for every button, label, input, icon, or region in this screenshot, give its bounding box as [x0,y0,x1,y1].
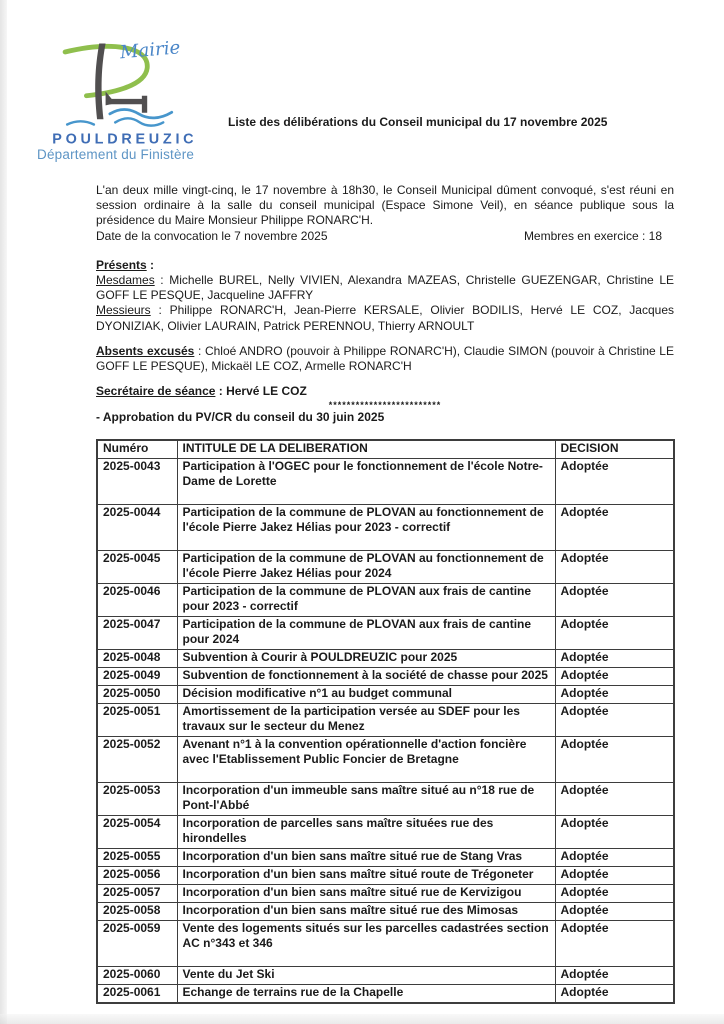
row-numero: 2025-0057 [97,884,177,902]
row-decision: Adoptée [555,966,674,984]
row-numero: 2025-0044 [97,504,177,550]
row-decision: Adoptée [555,902,674,920]
row-decision: Adoptée [555,848,674,866]
row-numero: 2025-0061 [97,984,177,1003]
asterisk-separator: ************************* [328,400,442,411]
row-numero: 2025-0056 [97,866,177,884]
mairie-logo [48,38,208,151]
convocation-row [96,229,674,244]
row-numero: 2025-0055 [97,848,177,866]
presents-heading: Présents : [96,257,155,272]
departement-label: Département du Finistère [37,147,195,162]
table-row [97,848,674,866]
table-row [97,902,674,920]
table-row [97,984,674,1003]
page-title: Liste des délibérations du Conseil municipal du 17 novembre 2025 [228,115,608,129]
row-intitule: Incorporation d'un bien sans maître situé route de Trégoneter [177,866,555,884]
row-decision: Adoptée [555,782,674,815]
scan-artifact-bottom-edge [0,1014,724,1024]
row-numero: 2025-0049 [97,667,177,685]
row-numero: 2025-0046 [97,583,177,616]
table-row [97,736,674,782]
row-numero: 2025-0052 [97,736,177,782]
table-row [97,782,674,815]
row-intitule: Participation de la commune de PLOVAN aux frais de cantine pour 2023 - correctif [177,583,555,616]
header-intitule: INTITULE DE LA DELIBERATION [177,440,555,459]
row-intitule: Echange de terrains rue de la Chapelle [177,984,555,1003]
row-intitule: Incorporation d'un bien sans maître situé rue de Kervizigou [177,884,555,902]
table-row [97,649,674,667]
row-decision: Adoptée [555,550,674,583]
row-numero: 2025-0059 [97,920,177,966]
row-intitule: Subvention à Courir à POULDREUZIC pour 2025 [177,649,555,667]
row-numero: 2025-0048 [97,649,177,667]
row-intitule: Amortissement de la participation versée au SDEF pour les travaux sur le secteur du Menez [177,703,555,736]
table-row [97,583,674,616]
table-header-row [97,440,674,459]
row-decision: Adoptée [555,504,674,550]
row-numero: 2025-0060 [97,966,177,984]
intro-paragraph: L'an deux mille vingt-cinq, le 17 novembre à 18h30, le Conseil Municipal dûment convoqué, s'est réuni en session ordinaire à la salle du conseil municipal (Espace Simone Veil), en séance publique sous la présidence du Maire Monsieur Philippe RONARC'H. [96,183,674,228]
header-decision: DECISION [555,440,674,459]
row-decision: Adoptée [555,458,674,504]
table-row [97,815,674,848]
logo-wave-left [67,121,94,124]
secretaire-line: Secrétaire de séance : Hervé LE COZ [96,384,307,399]
row-numero: 2025-0053 [97,782,177,815]
deliberations-table [96,439,675,1004]
row-decision: Adoptée [555,736,674,782]
table-row [97,685,674,703]
table-row [97,866,674,884]
row-numero: 2025-0051 [97,703,177,736]
row-intitule: Incorporation d'un bien sans maître situé rue des Mimosas [177,902,555,920]
row-decision: Adoptée [555,866,674,884]
table-row [97,703,674,736]
row-intitule: Participation à l'OGEC pour le fonctionnement de l'école Notre-Dame de Lorette [177,458,555,504]
scan-artifact-left-edge [0,0,7,1024]
table-row [97,920,674,966]
row-numero: 2025-0043 [97,458,177,504]
table-row [97,550,674,583]
row-decision: Adoptée [555,583,674,616]
table-row [97,667,674,685]
logo-dark-stem [95,43,105,119]
row-decision: Adoptée [555,984,674,1003]
row-intitule: Participation de la commune de PLOVAN au fonctionnement de l'école Pierre Jakez Hélias pour 2023 - correctif [177,504,555,550]
mesdames-line: Mesdames : Michelle BUREL, Nelly VIVIEN, Alexandra MAZEAS, Christelle GUEZENGAR, Christine LE GOFF LE PESQUE, Jacqueline JAFFRY [96,273,674,303]
row-numero: 2025-0045 [97,550,177,583]
table-row [97,884,674,902]
row-intitule: Incorporation d'un immeuble sans maître situé au n°18 rue de Pont-l'Abbé [177,782,555,815]
table-row [97,458,674,504]
row-numero: 2025-0058 [97,902,177,920]
row-intitule: Subvention de fonctionnement à la société de chasse pour 2025 [177,667,555,685]
logo-mairie-script: Mairie [119,38,182,64]
row-numero: 2025-0050 [97,685,177,703]
header-numero: Numéro [97,440,177,459]
mairie-logo-graphic [48,38,208,146]
table-row [97,504,674,550]
convocation-date: Date de la convocation le 7 novembre 2025 [96,228,328,243]
row-decision: Adoptée [555,884,674,902]
row-intitule: Vente du Jet Ski [177,966,555,984]
logo-wave-top [110,109,172,117]
deliberations-body [97,458,674,1003]
row-decision: Adoptée [555,815,674,848]
row-decision: Adoptée [555,685,674,703]
row-intitule: Incorporation d'un bien sans maître situé rue de Stang Vras [177,848,555,866]
approbation-line: - Approbation du PV/CR du conseil du 30 juin 2025 [96,410,385,425]
row-intitule: Participation de la commune de PLOVAN au fonctionnement de l'école Pierre Jakez Hélias pour 2024 [177,550,555,583]
row-decision: Adoptée [555,667,674,685]
row-decision: Adoptée [555,616,674,649]
membres-en-exercice: Membres en exercice : 18 [523,228,662,243]
row-numero: 2025-0047 [97,616,177,649]
logo-wave-bottom [115,118,163,125]
table-row [97,966,674,984]
row-intitule: Participation de la commune de PLOVAN aux frais de cantine pour 2024 [177,616,555,649]
row-intitule: Avenant n°1 à la convention opérationnelle d'action foncière avec l'Etablissement Public Foncier de Bretagne [177,736,555,782]
row-decision: Adoptée [555,649,674,667]
messieurs-line: Messieurs : Philippe RONARC'H, Jean-Pierre KERSALE, Olivier BODILIS, Hervé LE COZ, Jacques DYONIZIAK, Olivier LAURAIN, Patrick PERENNOU, Thierry ARNOULT [96,303,674,333]
row-decision: Adoptée [555,920,674,966]
row-decision: Adoptée [555,703,674,736]
absents-line: Absents excusés : Chloé ANDRO (pouvoir à Philippe RONARC'H), Claudie SIMON (pouvoir à Christine LE GOFF LE PESQUE), Mickaël LE COZ, Armelle RONARC'H [96,343,674,374]
row-intitule: Incorporation de parcelles sans maître situées rue des hirondelles [177,815,555,848]
row-intitule: Vente des logements situés sur les parcelles cadastrées section AC n°343 et 346 [177,920,555,966]
logo-commune-name: POULDREUZIC [52,131,198,146]
row-numero: 2025-0054 [97,815,177,848]
row-intitule: Décision modificative n°1 au budget communal [177,685,555,703]
document-body [96,183,674,1004]
table-row [97,616,674,649]
